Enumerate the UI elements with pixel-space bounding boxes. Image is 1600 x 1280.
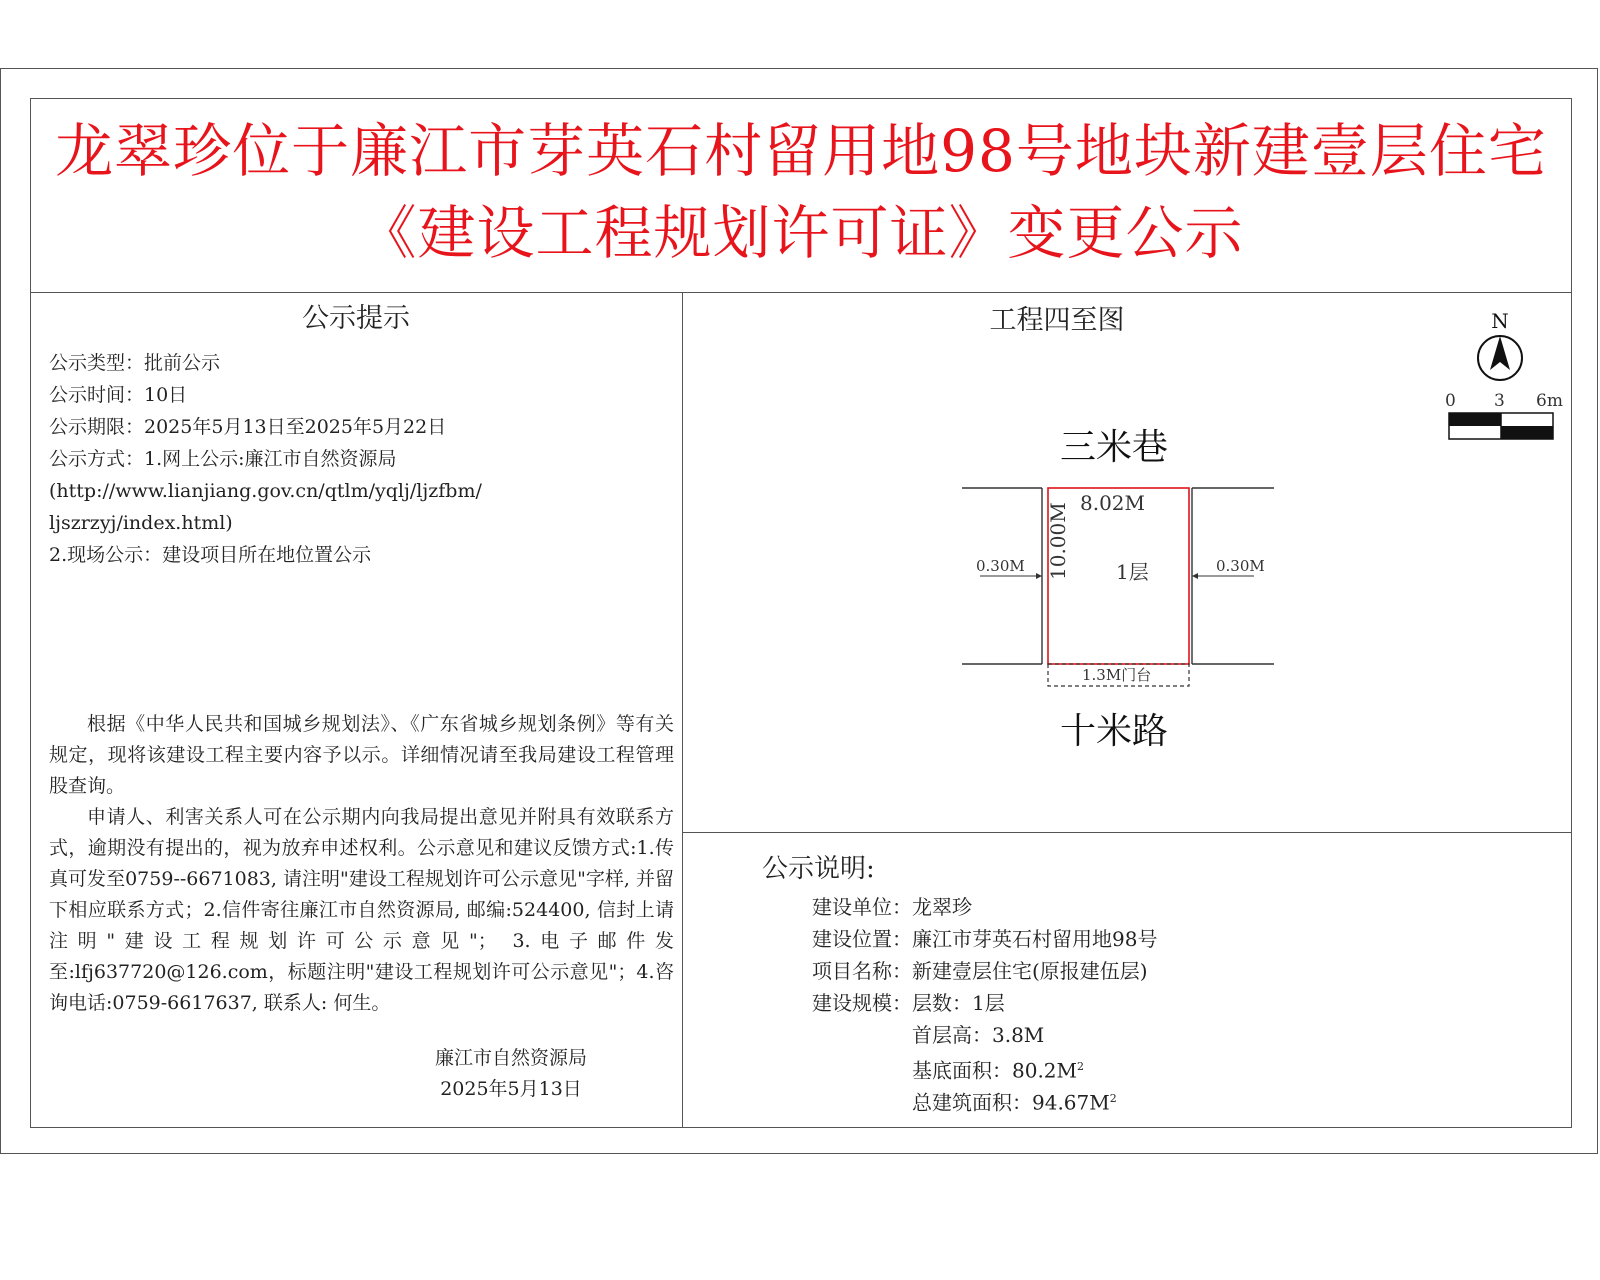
notice-period: 公示期限：2025年5月13日至2025年5月22日 xyxy=(49,416,447,438)
project-name-value: 新建壹层住宅(原报建伍层) xyxy=(912,959,1148,983)
road-south-label: 十米路 xyxy=(1060,711,1169,752)
scale-bar xyxy=(1448,412,1554,440)
left-setback-dim: 0.30M xyxy=(976,557,1025,575)
floors-label: 1层 xyxy=(1116,560,1149,584)
notice-type: 公示类型：批前公示 xyxy=(49,352,221,374)
notice-heading: 公示提示 xyxy=(302,303,410,334)
total-area: 总建筑面积：94.67M xyxy=(912,1090,1110,1115)
porch-label: 1.3M门台 xyxy=(1082,666,1152,684)
building-depth-dim: 10.00M xyxy=(1046,502,1070,580)
site-map-heading: 工程四至图 xyxy=(989,305,1125,336)
scale-label-3: 3 xyxy=(1494,391,1505,411)
total-area-row xyxy=(912,1086,1117,1116)
construction-unit-label: 建设单位： xyxy=(812,895,912,919)
notice-url-part2[interactable]: ljszrzyj/index.html) xyxy=(49,512,233,534)
first-floor-height: 首层高：3.8M xyxy=(912,1023,1045,1047)
description-heading: 公示说明: xyxy=(762,854,875,884)
right-setback-dim: 0.30M xyxy=(1216,557,1265,575)
title-divider xyxy=(30,292,1572,293)
scale-label-0: 0 xyxy=(1445,391,1456,411)
notice-url-part1[interactable]: (http://www.lianjiang.gov.cn/qtlm/yqlj/ljzfbm/ xyxy=(49,480,482,502)
notice-method-online: 公示方式：1.网上公示:廉江市自然资源局 xyxy=(49,448,397,470)
north-label: N xyxy=(1491,309,1509,333)
construction-scale-label: 建设规模： xyxy=(812,991,912,1015)
issue-date: 2025年5月13日 xyxy=(440,1078,582,1100)
notice-body xyxy=(49,709,674,1019)
construction-scale-row xyxy=(812,990,1005,1016)
column-divider xyxy=(682,292,683,1128)
project-name-row xyxy=(812,958,1148,984)
project-name-label: 项目名称： xyxy=(812,959,912,983)
issuer-name: 廉江市自然资源局 xyxy=(434,1047,587,1069)
construction-location-label: 建设位置： xyxy=(812,927,912,951)
floor-count: 层数：1层 xyxy=(912,991,1005,1015)
construction-location-row xyxy=(812,926,1157,952)
notice-paragraph-legal: 根据《中华人民共和国城乡规划法》、《广东省城乡规划条例》等有关规定，现将该建设工程主要内容予以示。详细情况请至我局建设工程管理股查询。 xyxy=(49,713,674,797)
base-area: 基底面积：80.2M xyxy=(912,1058,1078,1083)
base-area-unit-sup: 2 xyxy=(1077,1060,1085,1073)
construction-location-value: 廉江市芽英石村留用地98号 xyxy=(912,927,1158,951)
map-divider xyxy=(682,832,1572,833)
title-line-1: 龙翠珍位于廉江市芽英石村留用地98号地块新建壹层住宅 xyxy=(55,117,1547,185)
north-arrow-icon xyxy=(1470,310,1530,382)
road-north-label: 三米巷 xyxy=(1060,427,1169,468)
construction-unit-value: 龙翠珍 xyxy=(912,895,972,919)
building-width-dim: 8.02M xyxy=(1080,491,1146,515)
scale-label-6m: 6m xyxy=(1536,391,1563,411)
notice-method-onsite: 2.现场公示：建设项目所在地位置公示 xyxy=(49,544,372,566)
notice-time: 公示时间：10日 xyxy=(49,384,188,406)
total-area-unit-sup: 2 xyxy=(1109,1092,1117,1105)
construction-unit-row xyxy=(812,894,972,920)
base-area-row xyxy=(912,1054,1084,1084)
title-line-2: 《建设工程规划许可证》变更公示 xyxy=(358,199,1244,267)
notice-paragraph-feedback: 申请人、利害关系人可在公示期内向我局提出意见并附具有效联系方式，逾期没有提出的，视为放弃申述权利。公示意见和建议反馈方式:1.传真可发至0759--6671083, 请注明"建设工程规划许可公示意见"字样, 并留下相应联系方式；2.信件寄往廉江市自然资源局, 邮编:524400, 信封上请注明"建设工程规划许可公示意见"； 3.电子邮件发至:lfj637720@126.com，标题注明"建设工程规划许可公示意见"；4.咨询电话:0759-6617637, 联系人: 何生。 xyxy=(49,806,674,1014)
